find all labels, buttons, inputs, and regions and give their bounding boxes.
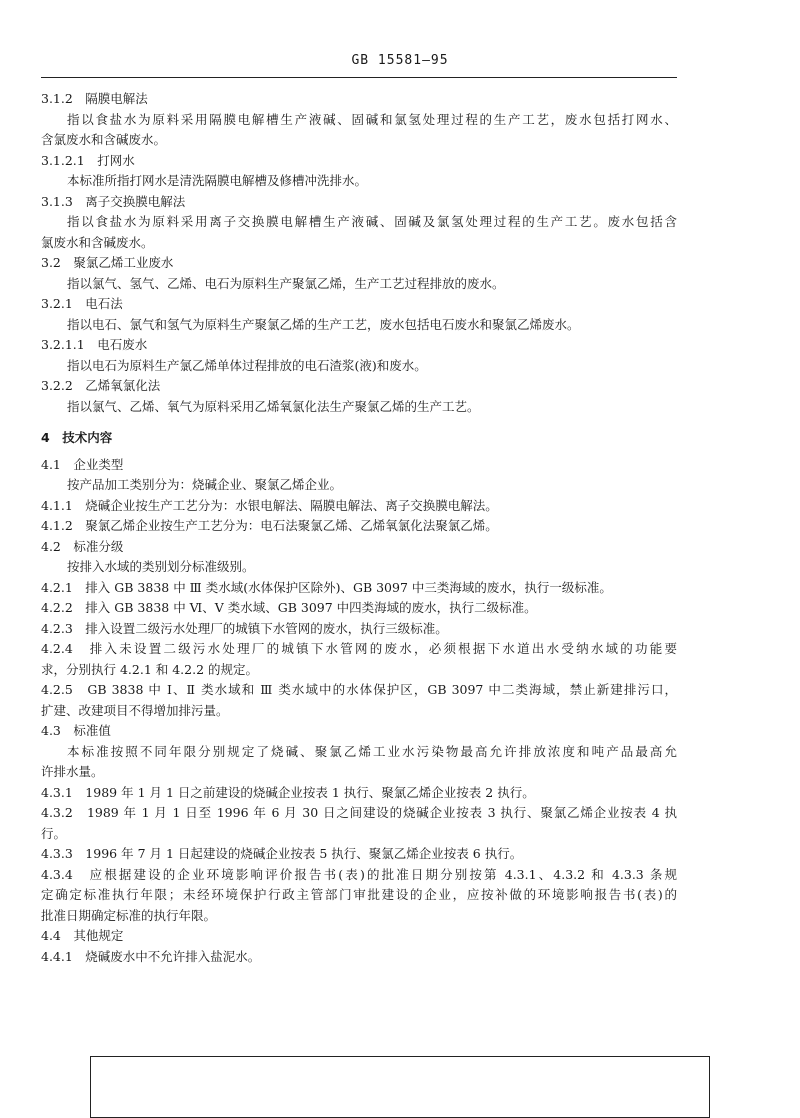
clause-line: 4.3.3 1996 年 7 月 1 日起建设的烧碱企业按表 5 执行、聚氯乙烯企业按表 6 执行。: [41, 846, 523, 861]
paragraph-line: 指以氯气、氢气、乙烯、电石为原料生产聚氯乙烯，生产工艺过程排放的废水。: [67, 275, 505, 291]
paragraph-line: 行。: [41, 825, 67, 841]
paragraph-line: 扩建、改建项目不得增加排污量。: [41, 702, 229, 718]
clause-heading: 4.3 标准值: [41, 723, 111, 738]
paragraph-line: 求，分别执行 4.2.1 和 4.2.2 的规定。: [41, 661, 259, 677]
paragraph-line: 指以电石、氯气和氢气为原料生产聚氯乙烯的生产工艺，废水包括电石废水和聚氯乙烯废水。: [67, 316, 580, 332]
paragraph-line: 本标准按照不同年限分别规定了烧碱、聚氯乙烯工业水污染物最高允许排放浓度和吨产品最高允: [67, 743, 677, 759]
paragraph-line: 按产品加工类别分为：烧碱企业、聚氯乙烯企业。: [67, 477, 343, 492]
clause-heading: 3.1.2.1 打网水: [41, 152, 135, 168]
clause-line: 4.1.2 聚氯乙烯企业按生产工艺分为：电石法聚氯乙烯、乙烯氧氯化法聚氯乙烯。: [41, 518, 498, 533]
paragraph-line: 本标准所指打网水是清洗隔膜电解槽及修槽冲洗排水。: [67, 173, 368, 188]
paragraph-line: 定确定标准执行年限；未经环境保护行政主管部门审批建设的企业，应按补做的环境影响报告书(表)的: [41, 887, 677, 902]
clause-line: 4.2.2 排入 GB 3838 中 Ⅵ、Ⅴ 类水域、GB 3097 中四类海域的废水，执行二级标准。: [41, 600, 537, 615]
clause-heading: 3.2.1 电石法: [41, 296, 123, 311]
clause-line: 4.2.5 GB 3838 中 Ⅰ、Ⅱ 类水域和 Ⅲ 类水域中的水体保护区，GB 3097 中二类海域，禁止新建排污口，: [41, 682, 677, 697]
clause-line: 4.3.4 应根据建设的企业环境影响评价报告书(表)的批准日期分别按第 4.3.1、4.3.2 和 4.3.3 条规: [41, 866, 677, 882]
paragraph-line: 按排入水域的类别划分标准级别。: [67, 559, 255, 574]
clause-line: 4.4.1 烧碱废水中不允许排入盐泥水。: [41, 948, 261, 964]
paragraph-line: 含氯废水和含碱废水。: [41, 132, 167, 147]
clause-heading: 4.2 标准分级: [41, 538, 124, 554]
paragraph-line: 许排水量。: [41, 764, 104, 779]
clause-heading: 3.2.1.1 电石废水: [41, 337, 148, 352]
paragraph-line: 氯废水和含碱废水。: [41, 234, 154, 250]
clause-heading: 4.4 其他规定: [41, 928, 124, 943]
section-heading: 4 技术内容: [41, 430, 113, 445]
clause-heading: 3.1.2 隔膜电解法: [41, 91, 148, 106]
table-frame: [90, 1056, 710, 1118]
header-rule: [41, 77, 677, 78]
clause-line: 4.2.4 排入未设置二级污水处理厂的城镇下水管网的废水，必须根据下水道出水受纳水域的功能要: [41, 641, 677, 656]
document-body: [41, 89, 677, 967]
clause-line: 4.3.2 1989 年 1 月 1 日至 1996 年 6 月 30 日之间建设的烧碱企业按表 3 执行、聚氯乙烯企业按表 4 执: [41, 805, 677, 820]
paragraph-line: 指以食盐水为原料采用离子交换膜电解槽生产液碱、固碱及氯氢处理过程的生产工艺。废水包括含: [67, 214, 677, 229]
paragraph-line: 指以氯气、乙烯、氧气为原料采用乙烯氧氯化法生产聚氯乙烯的生产工艺。: [67, 398, 480, 414]
header-title: GB 15581—95: [351, 53, 449, 68]
clause-heading: 3.2.2 乙烯氧氯化法: [41, 378, 161, 393]
paragraph-line: 指以电石为原料生产氯乙烯单体过程排放的电石渣浆(液)和废水。: [67, 357, 427, 373]
clause-line: 4.3.1 1989 年 1 月 1 日之前建设的烧碱企业按表 1 执行、聚氯乙烯企业按表 2 执行。: [41, 784, 535, 800]
clause-heading: 3.1.3 离子交换膜电解法: [41, 193, 186, 209]
paragraph-line: 批准日期确定标准的执行年限。: [41, 907, 217, 923]
clause-line: 4.1.1 烧碱企业按生产工艺分为：水银电解法、隔膜电解法、离子交换膜电解法。: [41, 497, 498, 513]
clause-line: 4.2.1 排入 GB 3838 中 Ⅲ 类水域(水体保护区除外)、GB 3097 中三类海域的废水，执行一级标准。: [41, 579, 612, 595]
clause-heading: 4.1 企业类型: [41, 456, 124, 472]
clause-heading: 3.2 聚氯乙烯工业废水: [41, 255, 174, 270]
paragraph-line: 指以食盐水为原料采用隔膜电解槽生产液碱、固碱和氯氢处理过程的生产工艺，废水包括打网水、: [67, 111, 677, 127]
clause-line: 4.2.3 排入设置二级污水处理厂的城镇下水管网的废水，执行三级标准。: [41, 620, 448, 636]
